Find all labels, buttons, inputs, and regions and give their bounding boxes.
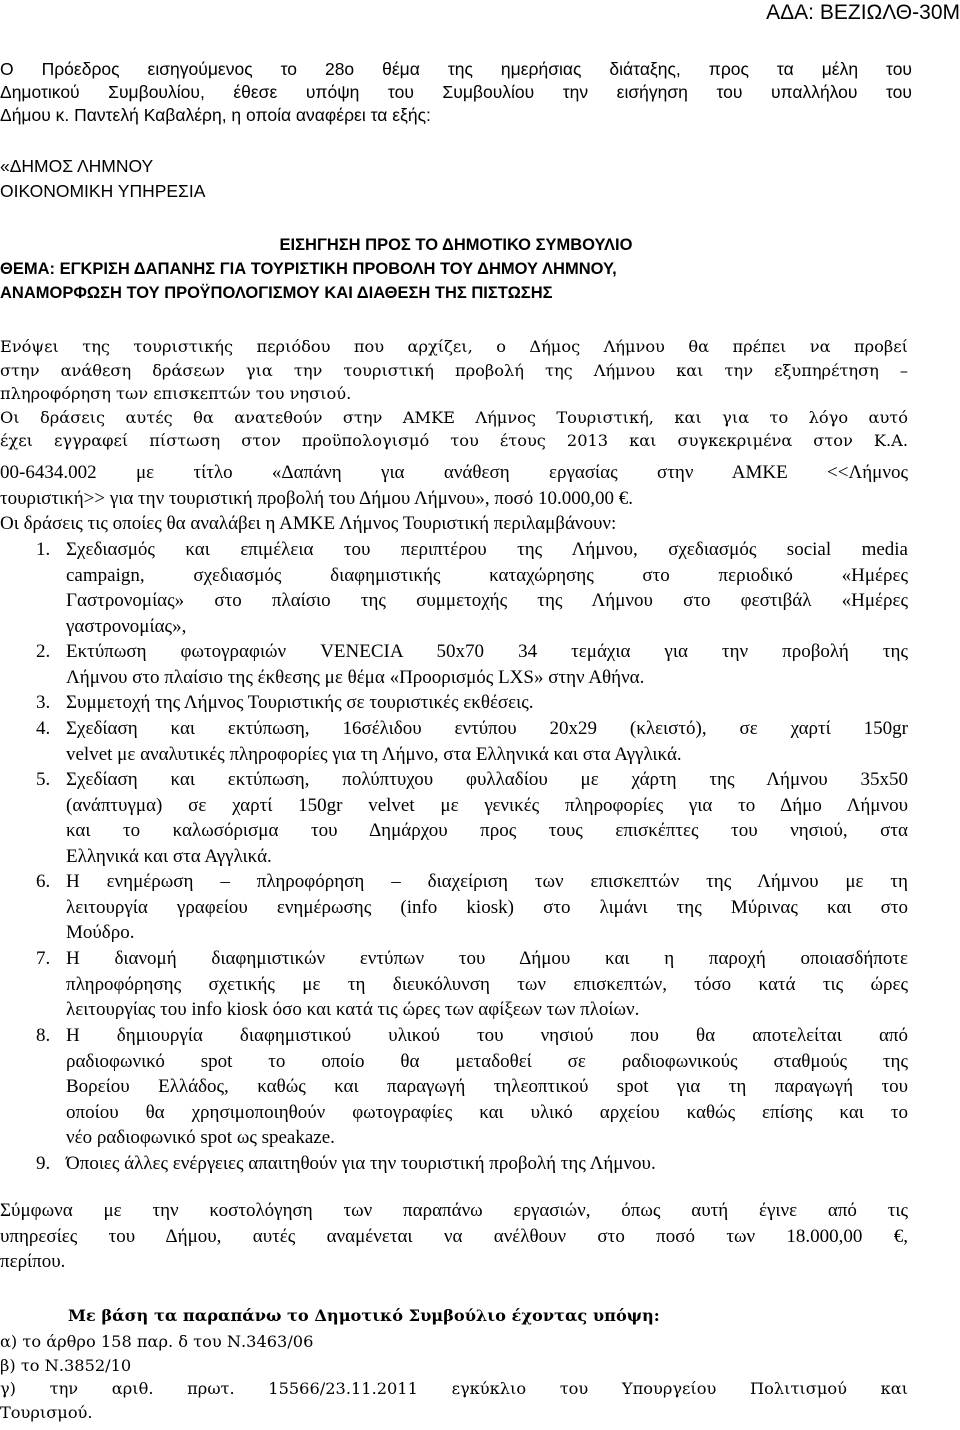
list-line: (ανάπτυγμα) σε χαρτί 150gr velvet με γενικές πληροφορίες για το Δήμο Λήμνου	[66, 794, 908, 816]
list-line: Σχεδίαση και εκτύπωση, 16σέλιδου εντύπου 20x29 (κλειστό), σε χαρτί 150gr	[66, 718, 909, 739]
list-number: 7.	[36, 948, 51, 969]
list-line: γαστρονομίας»,	[66, 615, 187, 637]
proposal-subject-line: ΘΕΜΑ: ΕΓΚΡΙΣΗ ΔΑΠΑΝΗΣ ΓΙΑ ΤΟΥΡΙΣΤΙΚΗ ΠΡΟΒΟΛΗ ΤΟΥ ΔΗΜΟΥ ΛΗΜΝΟΥ,	[0, 260, 617, 278]
list-line: Σχεδιασμός και επιμέλεια του περιπτέρου της Λήμνου, σχεδιασμός social media	[66, 539, 908, 560]
considering-item: β) το Ν.3852/10	[0, 1355, 132, 1375]
paragraph-budget-code	[0, 460, 908, 537]
considering-item: α) το άρθρο 158 παρ. δ του Ν.3463/06	[0, 1332, 314, 1351]
list-number: 5.	[36, 769, 51, 790]
list-line: Γαστρονομίας» στο πλαίσιο της συμμετοχής της Λήμνου στο φεστιβάλ «Ημέρες	[66, 590, 908, 611]
list-line: νέο ραδιοφωνικό spot ως speakaze.	[66, 1127, 335, 1148]
paragraph-line: 00-6434.002 με τίτλο «Δαπάνη για ανάθεση εργασίας στην ΑΜΚΕ <<Λήμνος	[0, 462, 908, 483]
list-line: Η διανομή διαφημιστικών εντύπων του Δήμου και η παροχή οποιασδήποτε	[66, 948, 908, 969]
list-line: Όποιες άλλες ενέργειες απαιτηθούν για την τουριστική προβολή της Λήμνου.	[66, 1153, 656, 1174]
paragraph-line: υπηρεσίες του Δήμου, αυτές αναμένεται να ανέλθουν στο ποσό των 18.000,00 €,	[0, 1225, 908, 1247]
list-line: λειτουργίας του info kiosk όσο και κατά τις ώρες των αφίξεων των πλοίων.	[66, 999, 640, 1020]
paragraph-line: Ενόψει της τουριστικής περιόδου που αρχίζει, ο Δήμος Λήμνου θα πρέπει να προβεί	[0, 337, 908, 356]
list-line: Η δημιουργία διαφημιστικού υλικού του νησιού που θα αποτελείται από	[66, 1025, 908, 1046]
considering-item: Τουρισμού.	[0, 1402, 93, 1422]
service-name: ΟΙΚΟΝΟΜΙΚΗ ΥΠΗΡΕΣΙΑ	[0, 181, 206, 201]
list-line: Εκτύπωση φωτογραφιών VENECIA 50x70 34 τεμάχια για την προβολή της	[66, 641, 908, 662]
list-line: και το καλωσόρισμα του Δημάρχου προς τους επισκέπτες του νησιού, στα	[66, 820, 908, 841]
intro-line: Δημοτικού Συμβουλίου, έθεσε υπόψη του Συμβουλίου την εισήγηση του υπαλλήλου του	[0, 82, 912, 102]
paragraph-line: περίπου.	[0, 1251, 66, 1272]
list-number: 2.	[36, 641, 51, 662]
list-line: οποίου θα χρησιμοποιηθούν φωτογραφίες και υλικό αρχείου καθώς επίσης και το	[66, 1101, 908, 1123]
list-line: velvet με αναλυτικές πληροφορίες για τη Λήμνο, στα Ελληνικά και στα Αγγλικά.	[66, 743, 682, 765]
paragraph-line: Οι δράσεις αυτές θα ανατεθούν στην ΑΜΚΕ Λήμνος Τουριστική, και για το λόγο αυτό	[0, 407, 908, 427]
intro-line: Ο Πρόεδρος εισηγούμενος το 28ο θέμα της ημερήσιας διάταξης, προς τα μέλη του	[0, 59, 912, 79]
paragraph-tourist-season	[0, 335, 908, 453]
paragraph-line: πληροφόρηση των επισκεπτών του νησιού.	[0, 384, 352, 403]
list-number: 9.	[36, 1153, 51, 1174]
paragraph-cost	[0, 1198, 908, 1275]
list-number: 8.	[36, 1025, 51, 1046]
paragraph-line: έχει εγγραφεί πίστωση στον προϋπολογισμό του έτους 2013 και συγκεκριμένα στον Κ.Α.	[0, 431, 908, 450]
considering-item: γ) την αριθ. πρωτ. 15566/23.11.2011 εγκύκλιο του Υπουργείου Πολιτισμού και	[0, 1379, 908, 1398]
intro-paragraph	[0, 58, 912, 127]
paragraph-line: Σύμφωνα με την κοστολόγηση των παραπάνω εργασιών, όπως αυτή έγινε από τις	[0, 1200, 908, 1221]
list-number: 1.	[36, 539, 51, 560]
list-line: Η ενημέρωση – πληροφόρηση – διαχείριση των επισκεπτών της Λήμνου με τη	[66, 871, 908, 892]
proposal-title-block	[0, 233, 912, 305]
list-line: ραδιοφωνικό spot το οποίο θα μεταδοθεί σε ραδιοφωνικούς σταθμούς της	[66, 1050, 908, 1072]
list-number: 4.	[36, 718, 51, 739]
considering-list	[0, 1330, 908, 1424]
municipality-name: «ΔΗΜΟΣ ΛΗΜΝΟΥ	[0, 156, 154, 176]
list-line: Συμμετοχή της Λήμνος Τουριστικής σε τουριστικές εκθέσεις.	[66, 692, 534, 713]
list-number: 6.	[36, 871, 51, 892]
list-line: Σχεδίαση και εκτύπωση, πολύπτυχου φυλλαδίου με χάρτη της Λήμνου 35x50	[66, 769, 908, 790]
list-line: campaign, σχεδιασμός διαφημιστικής καταχώρησης στο περιοδικό «Ημέρες	[66, 564, 908, 586]
list-line: λειτουργία γραφείου ενημέρωσης (info kiosk) στο λιμάνι της Μύρινας και στο	[66, 896, 908, 918]
considering-heading: Με βάση τα παραπάνω το Δημοτικό Συμβούλιο έχοντας υπόψη:	[68, 1306, 660, 1325]
proposal-heading: ΕΙΣΗΓΗΣΗ ΠΡΟΣ ΤΟ ΔΗΜΟΤΙΚΟ ΣΥΜΒΟΥΛΙΟ	[279, 236, 633, 254]
list-line: Ελληνικά και στα Αγγλικά.	[66, 845, 272, 867]
list-line: Μούδρο.	[66, 922, 135, 943]
list-line: πληροφόρησης σχετικής με τη διευκόλυνση των επισκεπτών, τόσο κατά τις ώρες	[66, 973, 908, 995]
proposal-subject-line: ΑΝΑΜΟΡΦΩΣΗ ΤΟΥ ΠΡΟΫΠΟΛΟΓΙΣΜΟΥ ΚΑΙ ΔΙΑΘΕΣΗ ΤΗΣ ΠΙΣΤΩΣΗΣ	[0, 284, 553, 302]
paragraph-line: στην ανάθεση δράσεων για την τουριστική προβολή της Λήμνου και την εξυπηρέτηση –	[0, 360, 908, 380]
list-line: Λήμνου στο πλαίσιο της έκθεσης με θέμα «Προορισμός LXS» στην Αθήνα.	[66, 666, 645, 688]
list-number: 3.	[36, 692, 51, 713]
ada-code: ΑΔΑ: ΒΕΖΙΩΛΘ-30Μ	[766, 1, 960, 24]
intro-line: Δήμου κ. Παντελή Καβαλέρη, η οποία αναφέρει τα εξής:	[0, 105, 431, 125]
list-line: Βορείου Ελλάδος, καθώς και παραγωγή τηλεοπτικού spot για τη παραγωγή του	[66, 1076, 908, 1097]
paragraph-line: τουριστική>> για την τουριστική προβολή του Δήμου Λήμνου», ποσό 10.000,00 €.	[0, 487, 633, 509]
paragraph-line: Οι δράσεις τις οποίες θα αναλάβει η ΑΜΚΕ Λήμνος Τουριστική περιλαμβάνουν:	[0, 513, 617, 534]
